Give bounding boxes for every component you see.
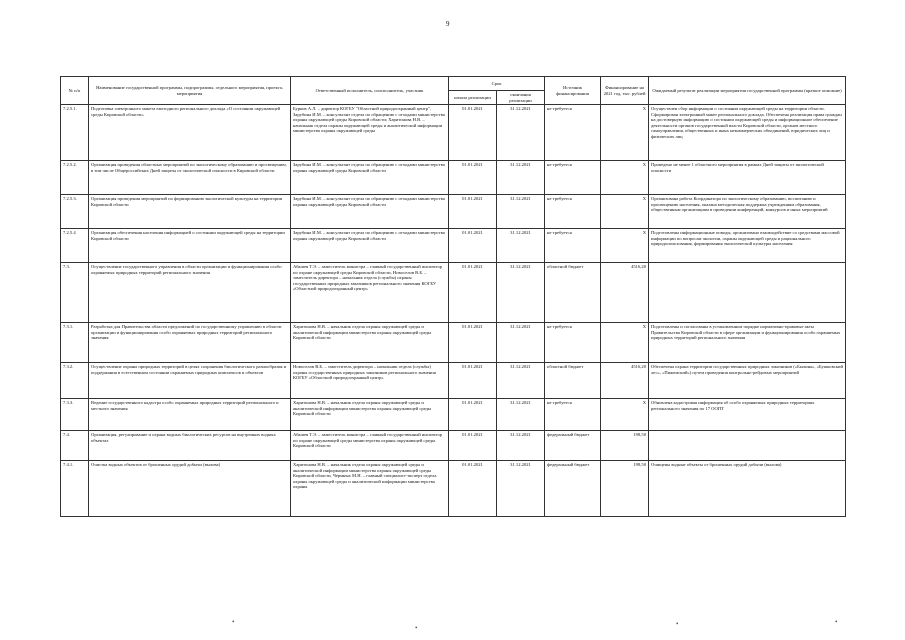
- row-responsible-text: Зарубина И.М. – консультант отдела по обращению с отходами министерства охраны окружающей среды Кировской области: [293, 162, 445, 173]
- row-funding-source: [545, 229, 601, 263]
- row-end-date: [497, 161, 545, 195]
- row-responsible: [291, 195, 449, 229]
- row-end-date: [497, 431, 545, 461]
- row-funding-amount-text: Х: [642, 106, 647, 111]
- row-start-date-text: 01.01.2021: [462, 264, 483, 269]
- row-name: [89, 263, 291, 323]
- row-start-date-text: 01.01.2021: [462, 462, 483, 467]
- row-expected-result: [649, 323, 846, 363]
- row-start-date-text: 01.01.2021: [462, 324, 483, 329]
- row-start-date: [449, 229, 497, 263]
- row-end-date-text: 31.12.2021: [510, 364, 531, 369]
- row-start-date: [449, 195, 497, 229]
- row-name: [89, 161, 291, 195]
- row-responsible: [291, 461, 449, 517]
- row-end-date-text: 31.12.2021: [510, 196, 531, 201]
- row-funding-amount: [601, 263, 649, 323]
- row-funding-amount-text: 4516,20: [631, 264, 647, 269]
- row-funding-amount-text: 4516,20: [631, 364, 647, 369]
- row-end-date-text: 31.12.2021: [510, 162, 531, 167]
- row-number: [61, 105, 89, 161]
- row-number-text: 7.4.: [63, 432, 70, 437]
- row-expected-result-text: Обеспечена охрана территории государственных природных заказников («Былина», «Бушковский лес», «Пижемский») путем проведения контрольно-рейдовых мероприятий: [651, 364, 843, 375]
- row-responsible-text: Новоселов В.Б. – заместитель директора – начальник отдела (службы) охраны государственных природных заказников регионального значения КОГБУ «Областной природоохранный центр»: [293, 364, 436, 380]
- row-responsible-text: Зарубина И.М. – консультант отдела по обращению с отходами министерства охраны окружающей среды Кировской области: [293, 196, 445, 207]
- table-row: [61, 161, 846, 195]
- row-name: [89, 195, 291, 229]
- row-responsible: [291, 399, 449, 431]
- row-start-date-text: 01.01.2021: [462, 400, 483, 405]
- row-funding-amount-text: Х: [642, 324, 647, 329]
- row-start-date: [449, 263, 497, 323]
- row-number-text: 7.3.3.: [63, 400, 74, 405]
- row-end-date: [497, 363, 545, 399]
- table-row: [61, 323, 846, 363]
- row-number: [61, 323, 89, 363]
- row-funding-source-text: федеральный бюджет: [547, 462, 590, 467]
- header-source: Источник финансирования: [545, 77, 601, 105]
- row-name: [89, 323, 291, 363]
- row-expected-result-text: Осуществлен сбор информации о состоянии окружающей среды на территории области. Сформирован электронный макет регионального доклада. Обеспечена реализация права граждан на достоверную информацию о состоянии окружающей среды и информационное обеспечение деятельности органов государственной власти Кировской области, органов местного самоуправления, общественных и иных некоммерческих объединений, юридических лиц и физических лиц: [651, 106, 842, 139]
- row-funding-amount: [601, 195, 649, 229]
- header-name: Наименование государственной программы, подпрограммы, отдельного мероприятия, проекта, мероприятия: [89, 77, 291, 105]
- row-end-date-text: 31.12.2021: [510, 106, 531, 111]
- row-name-text: Осуществление охраны природных территорий в целях сохранения биологического разнообразия и поддержания в естественном состоянии охраняемых природных комплексов и объектов: [91, 364, 287, 375]
- table-body: [61, 105, 846, 517]
- page-number: 9: [446, 20, 450, 28]
- row-name: [89, 431, 291, 461]
- row-funding-source-text: областной бюджет: [547, 264, 584, 269]
- row-funding-source: [545, 195, 601, 229]
- table-row: [61, 105, 846, 161]
- row-expected-result: [649, 363, 846, 399]
- row-funding-source-text: не требуется: [547, 106, 572, 111]
- row-name-text: Организация проведения областных мероприятий по экологическому образованию и просвещению, в том числе Общероссийских Дней защиты от экологической опасности в Кировской области: [91, 162, 287, 173]
- row-start-date-text: 01.01.2021: [462, 230, 483, 235]
- row-responsible-text: Бурков А.Л. – директор КОГБУ "Областной природоохранный центр", Зарубина И.М. – консультант отдела по обращению с отходами министерства охраны окружающей среды Кировской области; Харитонова Н.В. – начальник отдела охраны окружающей среды и аналитической информации министерства охраны окружающей среды: [293, 106, 445, 133]
- header-term-start: начала реализации: [449, 91, 497, 105]
- row-start-date: [449, 323, 497, 363]
- row-funding-amount: [601, 229, 649, 263]
- row-start-date: [449, 461, 497, 517]
- row-responsible: [291, 431, 449, 461]
- row-funding-amount-text: 198,50: [633, 432, 647, 437]
- row-funding-source: [545, 263, 601, 323]
- row-number-text: 7.4.1.: [63, 462, 74, 467]
- row-responsible: [291, 363, 449, 399]
- row-end-date-text: 31.12.2021: [510, 432, 531, 437]
- row-responsible: [291, 105, 449, 161]
- header-term-end: окончания реализации: [497, 91, 545, 105]
- table-row: [61, 461, 846, 517]
- row-funding-amount-text: Х: [642, 400, 647, 405]
- row-start-date: [449, 399, 497, 431]
- header-responsible: Ответственный исполнитель, соисполнитель, участник: [291, 77, 449, 105]
- row-name: [89, 461, 291, 517]
- row-name-text: Организация обеспечения населения информацией о состоянии окружающей среды на территории Кировской области: [91, 230, 285, 241]
- row-start-date: [449, 105, 497, 161]
- row-responsible: [291, 229, 449, 263]
- row-funding-source: [545, 363, 601, 399]
- row-expected-result: [649, 195, 846, 229]
- row-name-text: Организация, регулирование и охрана водных биологических ресурсов на внутренних водных объектах: [91, 432, 276, 443]
- row-responsible: [291, 161, 449, 195]
- row-funding-source-text: не требуется: [547, 196, 572, 201]
- row-name-text: Ведение государственного кадастра особо охраняемых природных территорий регионального и местного значения: [91, 400, 279, 411]
- row-funding-amount: [601, 431, 649, 461]
- table-row: [61, 399, 846, 431]
- row-funding-source: [545, 461, 601, 517]
- row-funding-amount: [601, 363, 649, 399]
- header-result: Ожидаемый результат реализации мероприятия государственной программы (краткое описание): [649, 77, 846, 105]
- plan-table: [60, 76, 846, 517]
- header-num: № п/п: [61, 77, 89, 105]
- row-funding-source-text: федеральный бюджет: [547, 432, 590, 437]
- row-funding-source: [545, 105, 601, 161]
- table-row: [61, 363, 846, 399]
- row-expected-result: [649, 263, 846, 323]
- row-number-text: 7.3.1.: [63, 324, 74, 329]
- row-expected-result-text: Проведено не менее 1 областного мероприятия в рамках Дней защиты от экологической опасности: [651, 162, 824, 173]
- row-number-text: 7.2.5.1.: [63, 106, 77, 111]
- row-responsible-text: Харитонова Н.В. – начальник отдела охраны окружающей среды и аналитической информации министерства охраны окружающей среды Кировской области: [293, 400, 432, 416]
- header-term: Срок: [449, 77, 545, 91]
- row-funding-source-text: не требуется: [547, 324, 572, 329]
- row-funding-amount-text: Х: [642, 230, 647, 235]
- row-number: [61, 195, 89, 229]
- row-funding-source-text: не требуется: [547, 162, 572, 167]
- row-expected-result-text: Очищены водные объекты от брошенных орудий добычи (вылова): [651, 462, 782, 467]
- row-funding-source: [545, 161, 601, 195]
- row-number: [61, 161, 89, 195]
- row-name: [89, 105, 291, 161]
- row-expected-result-text: Организована работа Координатора по экологическому образованию, воспитанию и просвещению населения, оказана методическая поддержка учреждениям образования, общественным организациям в проведении конференций, конкурсов и иных мероприятий: [651, 196, 828, 212]
- row-name: [89, 229, 291, 263]
- row-name: [89, 399, 291, 431]
- row-end-date: [497, 399, 545, 431]
- row-funding-source: [545, 399, 601, 431]
- row-expected-result: [649, 161, 846, 195]
- row-funding-source-text: не требуется: [547, 400, 572, 405]
- row-number-text: 7.3.2.: [63, 364, 74, 369]
- row-end-date: [497, 105, 545, 161]
- row-number: [61, 363, 89, 399]
- row-expected-result-text: Подготовлены и согласованы в установленном порядке нормативно-правовые акты Правительства Кировской области в сфере организации и функционирования особо охраняемых природных территорий регионального значения: [651, 324, 841, 340]
- row-name-text: Очистка водных объектов от брошенных орудий добычи (вылова): [91, 462, 221, 467]
- row-start-date: [449, 161, 497, 195]
- row-name: [89, 363, 291, 399]
- row-expected-result-text: Подготовлены информационные поводы, организовано взаимодействие со средствами массовой информации по вопросам экологии, охраны окружающей среды и рационального природопользования, формирования экологической культуры населения: [651, 230, 840, 246]
- row-funding-source-text: областной бюджет: [547, 364, 584, 369]
- row-start-date: [449, 363, 497, 399]
- row-end-date: [497, 263, 545, 323]
- row-funding-amount-text: Х: [642, 196, 647, 201]
- scan-mark: •: [415, 624, 418, 632]
- row-end-date-text: 31.12.2021: [510, 230, 531, 235]
- scan-mark: •: [232, 618, 235, 626]
- table-row: [61, 229, 846, 263]
- table-row: [61, 263, 846, 323]
- row-responsible-text: Абашев Т.Э. – заместитель министра – главный государственный инспектор по охране окружающей среды министерства охраны окружающей среды Кировской области: [293, 432, 443, 448]
- row-funding-amount: [601, 161, 649, 195]
- row-responsible-text: Харитонова Н.В. – начальник отдела охраны окружающей среды и аналитической информации министерства охраны окружающей среды Кировской области, Чермных М.Н. – главный специалист-эксперт отдела охраны окружающей среды и аналитической информации министерства охраны: [293, 462, 437, 489]
- row-responsible-text: Зарубина И.М. – консультант отдела по обращению с отходами министерства охраны окружающей среды Кировской области: [293, 230, 445, 241]
- row-expected-result: [649, 431, 846, 461]
- row-funding-source-text: не требуется: [547, 230, 572, 235]
- row-funding-amount: [601, 461, 649, 517]
- row-start-date: [449, 431, 497, 461]
- row-funding-amount: [601, 105, 649, 161]
- row-responsible: [291, 263, 449, 323]
- row-end-date-text: 31.12.2021: [510, 264, 531, 269]
- row-funding-source: [545, 323, 601, 363]
- row-responsible-text: Харитонова Н.В. – начальник отдела охраны окружающей среды и аналитической информации министерства охраны окружающей среды Кировской области: [293, 324, 432, 340]
- row-end-date-text: 31.12.2021: [510, 324, 531, 329]
- row-start-date-text: 01.01.2021: [462, 432, 483, 437]
- row-name-text: Разработка для Правительства области предложений по государственному управлению в области организации и функционирования особо охраняемых природных территорий регионального значения: [91, 324, 282, 340]
- row-expected-result: [649, 105, 846, 161]
- row-start-date-text: 01.01.2021: [462, 196, 483, 201]
- row-end-date-text: 31.12.2021: [510, 462, 531, 467]
- row-funding-amount: [601, 323, 649, 363]
- row-number: [61, 263, 89, 323]
- header-funding: Финансирование на 2021 год, тыс. рублей: [601, 77, 649, 105]
- row-expected-result: [649, 229, 846, 263]
- row-number-text: 7.2.5.4: [63, 230, 76, 235]
- plan-table-container: [60, 76, 846, 517]
- row-responsible: [291, 323, 449, 363]
- row-end-date: [497, 229, 545, 263]
- row-start-date-text: 01.01.2021: [462, 364, 483, 369]
- row-end-date: [497, 323, 545, 363]
- row-number: [61, 399, 89, 431]
- row-funding-amount-text: Х: [642, 162, 647, 167]
- row-end-date: [497, 195, 545, 229]
- row-number: [61, 461, 89, 517]
- row-number-text: 7.2.5.2.: [63, 162, 77, 167]
- row-end-date: [497, 461, 545, 517]
- row-number-text: 7.2.5.3.: [63, 196, 77, 201]
- row-number-text: 7.3.: [63, 264, 70, 269]
- scan-mark: •: [676, 620, 679, 628]
- row-end-date-text: 31.12.2021: [510, 400, 531, 405]
- row-start-date-text: 01.01.2021: [462, 162, 483, 167]
- row-name-text: Осуществление государственного управления в области организации и функционирования особо охраняемых природных территорий регионального значения: [91, 264, 282, 275]
- row-responsible-text: Абашев Т.Э. – заместитель министра – главный государственный инспектор по охране окружающей среды Кировской области, Новоселов В.Б. – заместитель директора – начальник отдела (службы) охраны государственных природных заказников регионального значения КОГБУ «Областной природоохранный центр»: [293, 264, 443, 291]
- row-funding-source: [545, 431, 601, 461]
- table-row: [61, 431, 846, 461]
- row-funding-amount-text: 198,50: [633, 462, 647, 467]
- row-name-text: Организация проведения мероприятий по формированию экологической культуры на территории Кировской области: [91, 196, 283, 207]
- row-number: [61, 431, 89, 461]
- row-number: [61, 229, 89, 263]
- table-row: [61, 195, 846, 229]
- row-expected-result: [649, 399, 846, 431]
- scan-mark: •: [835, 618, 838, 626]
- row-name-text: Подготовка электронного макета ежегодного регионального доклада «О состоянии окружающей среды Кировской области»: [91, 106, 281, 117]
- row-start-date-text: 01.01.2021: [462, 106, 483, 111]
- row-expected-result: [649, 461, 846, 517]
- table-header: [61, 77, 846, 105]
- row-expected-result-text: Обновлена кадастровая информация об особо охраняемых природных территориях регионального значения по 17 ООПТ: [651, 400, 815, 411]
- row-funding-amount: [601, 399, 649, 431]
